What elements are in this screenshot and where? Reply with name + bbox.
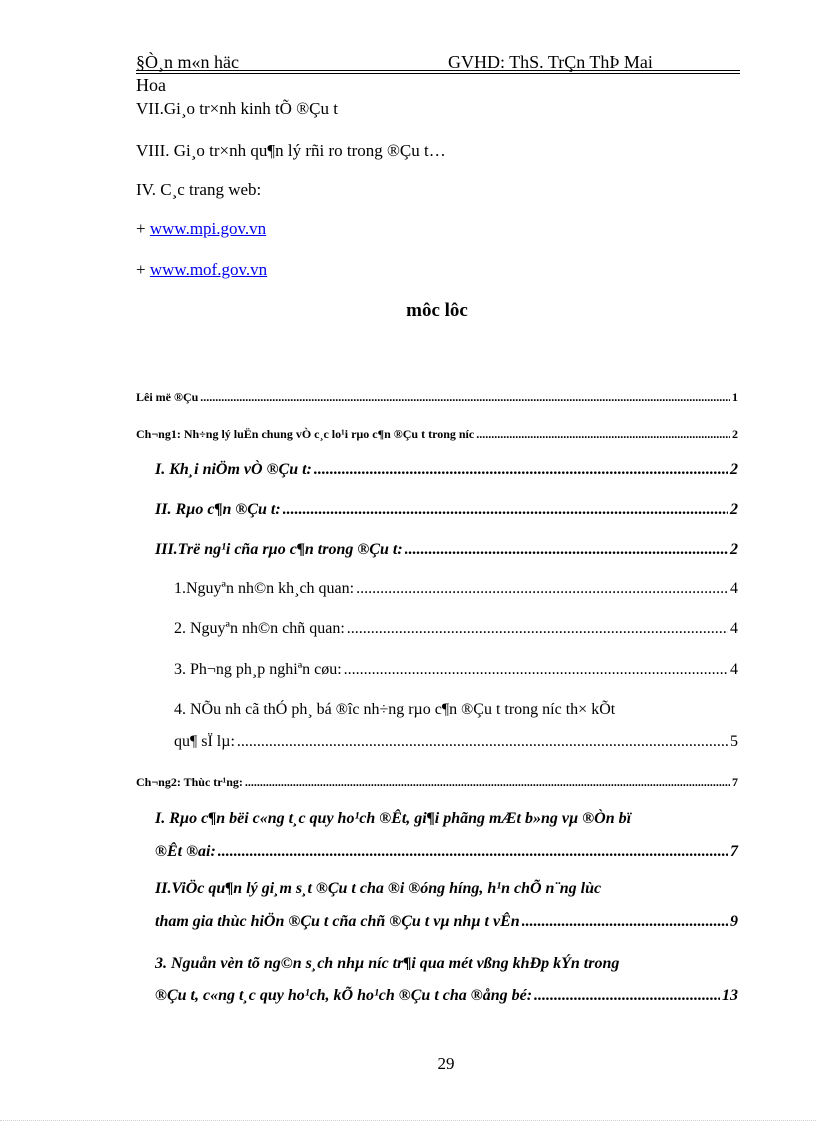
toc-text: Lêi më ®Çu (136, 390, 199, 404)
toc-leader (534, 987, 720, 1005)
toc-leader (356, 580, 728, 598)
toc-page: 1 (732, 390, 738, 404)
web-link[interactable]: www.mpi.gov.vn (149, 219, 267, 238)
toc-page: 9 (730, 913, 738, 930)
header-divider (136, 70, 740, 71)
toc-page: 5 (730, 733, 738, 750)
toc-text: 1.Nguyªn nh©n kh¸ch quan: (174, 580, 355, 597)
toc-entry[interactable] (136, 390, 738, 405)
toc-leader (347, 620, 728, 638)
toc-page: 7 (732, 775, 738, 789)
toc-entry[interactable] (155, 541, 738, 559)
toc-page: 4 (730, 620, 738, 637)
toc-text: Ch¬ng2: Thùc tr¹ng: (136, 775, 243, 789)
web-link-row (136, 260, 267, 280)
toc-entry-line1[interactable]: 3. Nguån vèn tõ ng©n s¸ch nhµ níc tr¶i qua mét vßng khÐp kÝn trong (155, 955, 620, 972)
toc-page: 7 (730, 843, 738, 860)
web-link[interactable]: www.mof.gov.vn (149, 260, 268, 279)
toc-entry[interactable] (155, 843, 738, 861)
toc-entry[interactable] (155, 501, 738, 519)
toc-entry-line1[interactable]: II.ViÖc qu¶n lý gi¸m s¸t ®Çu t cha ®i ®óng híng, h¹n chÕ n¨ng lùc (155, 880, 602, 897)
toc-page: 13 (722, 987, 738, 1004)
toc-entry-line1[interactable]: I. Rµo c¶n bëi c«ng t¸c quy ho¹ch ®Êt, gi¶i phãng mÆt b»ng vµ ®Òn bï (155, 810, 632, 827)
toc-entry[interactable] (155, 987, 738, 1005)
header-left: §Ò¸n m«n häc (136, 52, 239, 72)
toc-text: ®Çu t, c«ng t¸c quy ho¹ch, kÕ ho¹ch ®Çu t cha ®ång bé: (155, 987, 533, 1004)
toc-page: 2 (730, 501, 738, 518)
header-right: GVHD: ThS. TrÇn ThÞ Mai (448, 52, 653, 72)
toc-text: qu¶ sÏ lµ: (174, 733, 235, 750)
toc-text: 3. Ph¬ng ph¸p nghiªn cøu: (174, 661, 342, 678)
link-prefix: + (136, 219, 150, 238)
toc-page: 2 (732, 427, 738, 441)
toc-leader (245, 775, 730, 790)
toc-entry[interactable] (136, 427, 738, 442)
toc-entry[interactable] (174, 733, 738, 751)
toc-page: 4 (730, 580, 738, 597)
page-bottom-divider (0, 1120, 816, 1121)
toc-text: III.Trë ng¹i cña rµo c¶n trong ®Çu t: (155, 541, 403, 558)
header-wrap: Hoa (136, 75, 166, 95)
toc-entry[interactable] (174, 620, 738, 638)
toc-text: 2. Nguyªn nh©n chñ quan: (174, 620, 345, 637)
toc-leader (314, 461, 728, 479)
toc-entry[interactable] (155, 913, 738, 931)
toc-title: môc lôc (406, 300, 468, 321)
toc-entry[interactable] (136, 775, 738, 790)
link-prefix: + (136, 260, 150, 279)
toc-leader (405, 541, 728, 559)
toc-leader (344, 661, 728, 679)
toc-page: 2 (730, 461, 738, 478)
toc-leader (218, 843, 728, 861)
toc-text: II. Rµo c¶n ®Çu t: (155, 501, 281, 518)
toc-leader (200, 390, 730, 405)
page-number: 29 (437, 1054, 455, 1073)
toc-entry[interactable] (155, 461, 738, 479)
toc-leader (522, 913, 728, 931)
toc-text: I. Kh¸i niÖm vÒ ®Çu t: (155, 461, 312, 478)
reference-item: VIII. Gi¸o tr×nh qu¶n lý rñi ro trong ®Çu t… (136, 141, 446, 160)
toc-text: ®Êt ®ai: (155, 843, 216, 860)
toc-entry-line1[interactable]: 4. NÕu nh cã thÓ ph¸ bá ®îc nh÷ng rµo c¶n ®Çu t trong níc th× kÕt (174, 701, 616, 718)
toc-text: tham gia thùc hiÖn ®Çu t cña chñ ®Çu t vµ nhµ t vÊn (155, 913, 520, 930)
toc-leader (237, 733, 728, 751)
reference-item: VII.Gi¸o tr×nh kinh tÕ ®Çu t (136, 99, 338, 118)
web-link-row (136, 219, 266, 239)
toc-leader (476, 427, 730, 442)
reference-item: IV. C¸c trang web: (136, 180, 262, 199)
toc-entry[interactable] (174, 661, 738, 679)
toc-entry[interactable] (174, 580, 738, 598)
toc-page: 2 (730, 541, 738, 558)
toc-leader (283, 501, 728, 519)
toc-page: 4 (730, 661, 738, 678)
toc-text: Ch¬ng1: Nh÷ng lý luËn chung vÒ c¸c lo¹i rµo c¶n ®Çu t trong níc (136, 427, 475, 441)
header-divider-2 (136, 73, 740, 74)
